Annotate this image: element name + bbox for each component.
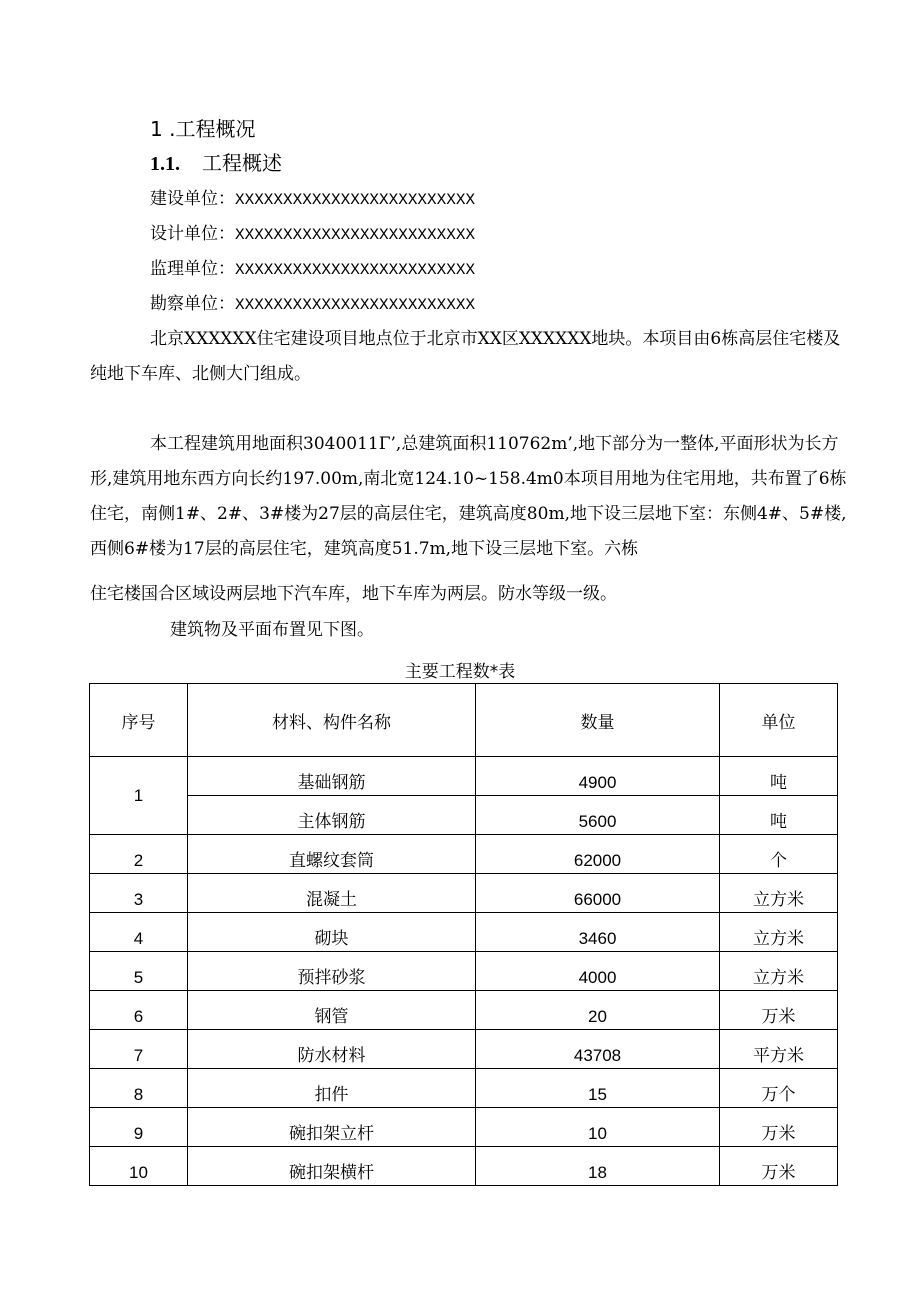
cell-qty: 18: [476, 1147, 720, 1186]
cell-unit: 平方米: [720, 1030, 838, 1069]
header-seq: 序号: [90, 684, 188, 757]
cell-name: 碗扣架横杆: [188, 1147, 476, 1186]
cell-unit: 万个: [720, 1069, 838, 1108]
header-qty: 数量: [476, 684, 720, 757]
cell-unit: 万米: [720, 1108, 838, 1147]
cell-name: 碗扣架立杆: [188, 1108, 476, 1147]
cell-qty: 3460: [476, 913, 720, 952]
table-row: [90, 796, 838, 835]
cell-qty: 66000: [476, 874, 720, 913]
cell-name: 基础钢筋: [188, 757, 476, 796]
header-name: 材料、构件名称: [188, 684, 476, 757]
cell-unit: 立方米: [720, 952, 838, 991]
table-row: [90, 874, 838, 913]
cell-seq: 1: [90, 757, 188, 835]
cell-qty: 43708: [476, 1030, 720, 1069]
cell-name: 钢管: [188, 991, 476, 1030]
cell-name: 直螺纹套筒: [188, 835, 476, 874]
cell-qty: 15: [476, 1069, 720, 1108]
table-row: [90, 1108, 838, 1147]
cell-seq: 8: [90, 1069, 188, 1108]
project-description-paragraph: 本工程建筑用地面积3040011Γ’,总建筑面积110762m’,地下部分为一整体,平面形状为长方形,建筑用地东西方向长约197.00m,南北宽124.10~158.4m0本项目用地为住宅用地，共布置了6栋住宅，南侧1#、2#、3#楼为27层的高层住宅，建筑高度80m,地下设三层地下室：东侧4#、5#楼,西侧6#楼为17层的高层住宅，建筑高度51.7m,地下设三层地下室。六栋: [90, 434, 847, 559]
project-location-paragraph: 北京XXXXXX住宅建设项目地点位于北京市XX区XXXXXX地块。本项目由6栋高层住宅楼及纯地下车库、北侧大门组成。: [90, 329, 841, 384]
header-unit: 单位: [720, 684, 838, 757]
cell-seq: 5: [90, 952, 188, 991]
cell-seq: 4: [90, 913, 188, 952]
subsection-title: 工程概述: [202, 151, 282, 175]
info-label: 勘察单位：: [150, 294, 235, 314]
cell-qty: 62000: [476, 835, 720, 874]
cell-unit: 万米: [720, 1147, 838, 1186]
cell-qty: 20: [476, 991, 720, 1030]
info-value: XXXXXXXXXXXXXXXXXXXXXXXXX: [235, 261, 476, 279]
table-header-row: [90, 684, 838, 757]
cell-unit: 吨: [720, 796, 838, 835]
cell-name: 砌块: [188, 913, 476, 952]
table-row: [90, 952, 838, 991]
cell-unit: 吨: [720, 757, 838, 796]
info-line-client: [150, 187, 475, 212]
waterproof-line: 住宅楼国合区域设两层地下汽车库，地下车库为两层。防水等级一级。: [90, 584, 617, 604]
cell-name: 主体钢筋: [188, 796, 476, 835]
info-value: XXXXXXXXXXXXXXXXXXXXXXXXX: [235, 226, 476, 244]
cell-seq: 2: [90, 835, 188, 874]
info-line-surveyor: [150, 292, 475, 317]
table-row: [90, 757, 838, 796]
info-label: 设计单位：: [150, 224, 235, 244]
cell-unit: 立方米: [720, 874, 838, 913]
table-caption: 主要工程数*表: [404, 662, 516, 682]
cell-name: 混凝土: [188, 874, 476, 913]
cell-seq: 10: [90, 1147, 188, 1186]
subsection-heading: [150, 150, 282, 177]
cell-name: 防水材料: [188, 1030, 476, 1069]
cell-unit: 万米: [720, 991, 838, 1030]
table-row: [90, 1069, 838, 1108]
table-row: [90, 1030, 838, 1069]
cell-seq: 9: [90, 1108, 188, 1147]
cell-qty: 4900: [476, 757, 720, 796]
figure-reference-line: 建筑物及平面布置见下图。: [170, 620, 374, 640]
info-label: 建设单位：: [150, 189, 235, 209]
cell-unit: 个: [720, 835, 838, 874]
cell-qty: 4000: [476, 952, 720, 991]
table-row: [90, 913, 838, 952]
subsection-number: 1.1.: [150, 153, 180, 175]
cell-name: 扣件: [188, 1069, 476, 1108]
table-row: [90, 1147, 838, 1186]
cell-seq: 6: [90, 991, 188, 1030]
cell-qty: 10: [476, 1108, 720, 1147]
table-row: [90, 835, 838, 874]
info-line-designer: [150, 222, 475, 247]
cell-unit: 立方米: [720, 913, 838, 952]
section-heading: 1 .工程概况: [150, 117, 256, 141]
info-value: XXXXXXXXXXXXXXXXXXXXXXXXX: [235, 191, 476, 209]
cell-qty: 5600: [476, 796, 720, 835]
cell-name: 预拌砂浆: [188, 952, 476, 991]
table-row: [90, 991, 838, 1030]
cell-seq: 7: [90, 1030, 188, 1069]
cell-seq: 3: [90, 874, 188, 913]
info-label: 监理单位：: [150, 259, 235, 279]
info-line-supervisor: [150, 257, 475, 282]
info-value: XXXXXXXXXXXXXXXXXXXXXXXXX: [235, 296, 476, 314]
quantity-table: [89, 683, 838, 1186]
